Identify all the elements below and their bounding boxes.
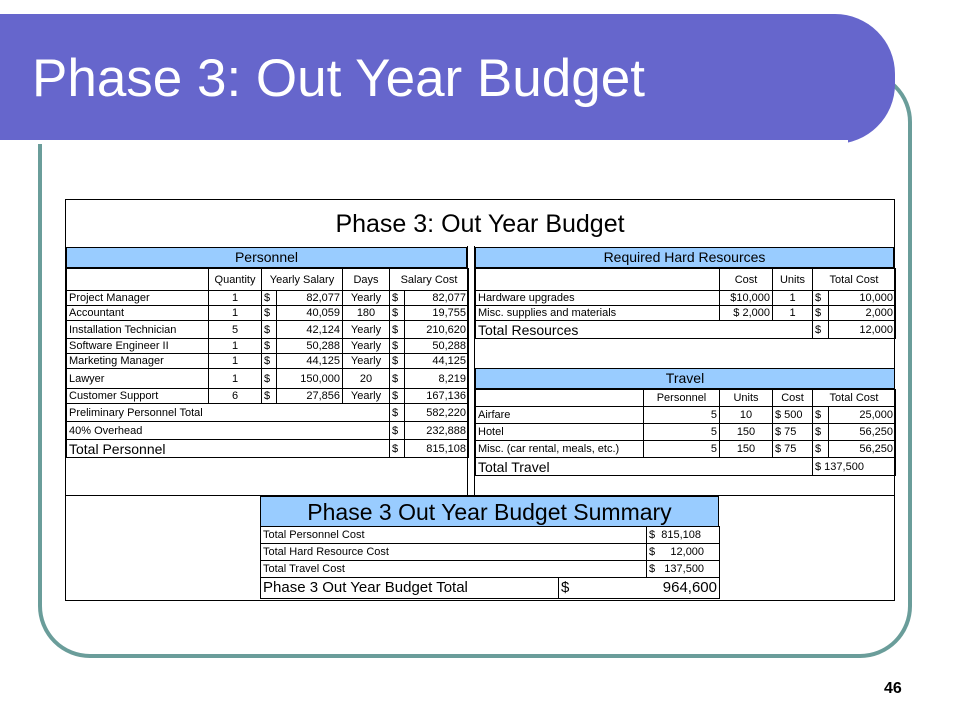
col-travel-cost: Cost: [773, 390, 813, 407]
travel-table: [475, 389, 896, 476]
table-row: [476, 291, 896, 306]
row-currency: $: [390, 339, 405, 354]
row-total: 25,000: [829, 407, 896, 424]
slide-title: Phase 3: Out Year Budget: [32, 49, 645, 108]
summary-row-label: Total Personnel Cost: [261, 527, 647, 544]
row-salary: 50,288: [277, 339, 343, 354]
table-row: [476, 306, 896, 321]
row-currency: $: [390, 369, 405, 389]
table-row: [67, 306, 469, 321]
row-qty: 1: [209, 354, 262, 369]
row-units: 1: [773, 306, 813, 321]
prelim-total-label: Preliminary Personnel Total: [67, 404, 390, 422]
summary-total-row: [261, 578, 720, 599]
row-name: Project Manager: [67, 291, 209, 306]
row-name: Accountant: [67, 306, 209, 321]
total-personnel-currency: $: [390, 440, 405, 458]
row-units: 1: [773, 291, 813, 306]
row-total: 10,000: [829, 291, 896, 306]
row-currency: $: [390, 306, 405, 321]
resources-col-blank: [476, 269, 720, 291]
budget-sheet: [65, 199, 895, 601]
overhead-currency: $: [390, 422, 405, 440]
row-cost: 167,136: [405, 389, 469, 404]
table-row: [476, 424, 896, 441]
row-currency: $: [262, 389, 277, 404]
total-travel-value: $ 137,500: [813, 458, 896, 476]
title-underline: [0, 140, 848, 144]
total-resources-value: 12,000: [829, 321, 896, 339]
row-days: Yearly: [343, 291, 390, 306]
row-currency: $: [262, 339, 277, 354]
travel-col-blank: [476, 390, 644, 407]
row-salary: 40,059: [277, 306, 343, 321]
row-currency: $: [813, 407, 829, 424]
col-days: Days: [343, 269, 390, 291]
row-salary: 42,124: [277, 321, 343, 339]
row-salary: 27,856: [277, 389, 343, 404]
summary-total-label: Phase 3 Out Year Budget Total: [261, 578, 559, 599]
row-days: 180: [343, 306, 390, 321]
personnel-col-blank: [67, 269, 209, 291]
row-currency: $: [262, 369, 277, 389]
summary-title: Phase 3 Out Year Budget Summary: [260, 496, 719, 526]
summary-row-value: $ 12,000: [647, 544, 720, 561]
row-qty: 5: [209, 321, 262, 339]
row-currency: $: [262, 291, 277, 306]
col-cost: Cost: [720, 269, 773, 291]
table-row: [67, 321, 469, 339]
col-travel-units: Units: [720, 390, 773, 407]
row-qty: 6: [209, 389, 262, 404]
row-currency: $: [262, 306, 277, 321]
prelim-total-value: 582,220: [405, 404, 469, 422]
row-total: 56,250: [829, 424, 896, 441]
total-travel-label: Total Travel: [476, 458, 813, 476]
row-units: 150: [720, 441, 773, 458]
row-name: Software Engineer II: [67, 339, 209, 354]
table-row: [67, 389, 469, 404]
total-personnel-value: 815,108: [405, 440, 469, 458]
row-currency: $: [262, 321, 277, 339]
row-days: Yearly: [343, 321, 390, 339]
row-total: 56,250: [829, 441, 896, 458]
title-bar: [0, 14, 895, 144]
row-days: 20: [343, 369, 390, 389]
row-cost: $ 75: [773, 441, 813, 458]
row-cost: 210,620: [405, 321, 469, 339]
row-cost: 19,755: [405, 306, 469, 321]
row-personnel: 5: [644, 424, 720, 441]
table-row: [67, 291, 469, 306]
row-qty: 1: [209, 369, 262, 389]
table-row: [67, 339, 469, 354]
row-qty: 1: [209, 339, 262, 354]
row-currency: $: [813, 441, 829, 458]
sheet-title: Phase 3: Out Year Budget: [335, 210, 625, 238]
col-yearly-salary: Yearly Salary: [262, 269, 343, 291]
row-qty: 1: [209, 291, 262, 306]
col-total-cost: Total Cost: [813, 269, 896, 291]
row-currency: $: [262, 354, 277, 369]
summary-total-table: [260, 578, 720, 599]
row-units: 150: [720, 424, 773, 441]
row-name: Lawyer: [67, 369, 209, 389]
row-personnel: 5: [644, 407, 720, 424]
row-cost: $ 2,000: [720, 306, 773, 321]
row-name: Misc. supplies and materials: [476, 306, 720, 321]
summary-row-label: Total Hard Resource Cost: [261, 544, 647, 561]
summary-row-value: $ 815,108: [647, 527, 720, 544]
summary-row-value: $ 137,500: [647, 561, 720, 578]
table-row: [67, 354, 469, 369]
row-salary: 150,000: [277, 369, 343, 389]
total-travel-row: [476, 458, 896, 476]
summary-total-value: 964,600: [662, 579, 717, 596]
col-salary-cost: Salary Cost: [390, 269, 469, 291]
travel-header: Travel: [475, 368, 895, 389]
total-resources-label: Total Resources: [476, 321, 813, 339]
row-total: 2,000: [829, 306, 896, 321]
col-quantity: Quantity: [209, 269, 262, 291]
col-personnel: Personnel: [644, 390, 720, 407]
hard-resources-header: Required Hard Resources: [475, 247, 894, 268]
row-cost: 44,125: [405, 354, 469, 369]
total-resources-currency: $: [813, 321, 829, 339]
hard-resources-table: [475, 268, 896, 339]
budget-summary: [260, 496, 719, 599]
row-cost: $ 500: [773, 407, 813, 424]
table-row: [476, 441, 896, 458]
row-days: Yearly: [343, 389, 390, 404]
personnel-header: Personnel: [66, 247, 467, 268]
col-units: Units: [773, 269, 813, 291]
summary-total-currency: $: [561, 579, 570, 596]
row-currency: $: [390, 354, 405, 369]
row-name: Installation Technician: [67, 321, 209, 339]
row-cost: 50,288: [405, 339, 469, 354]
row-name: Marketing Manager: [67, 354, 209, 369]
prelim-total-currency: $: [390, 404, 405, 422]
table-row: [476, 407, 896, 424]
row-cost: 82,077: [405, 291, 469, 306]
row-name: Airfare: [476, 407, 644, 424]
row-name: Customer Support: [67, 389, 209, 404]
row-days: Yearly: [343, 339, 390, 354]
row-personnel: 5: [644, 441, 720, 458]
overhead-row: [67, 422, 469, 440]
summary-total-cell: [559, 578, 720, 599]
row-currency: $: [390, 389, 405, 404]
table-row: [67, 369, 469, 389]
summary-row: [261, 561, 720, 578]
page-number: 46: [884, 680, 902, 697]
row-name: Misc. (car rental, meals, etc.): [476, 441, 644, 458]
personnel-table: [66, 268, 469, 458]
summary-row: [261, 544, 720, 561]
row-qty: 1: [209, 306, 262, 321]
total-resources-row: [476, 321, 896, 339]
total-personnel-row: [67, 440, 469, 458]
summary-row-label: Total Travel Cost: [261, 561, 647, 578]
row-name: Hardware upgrades: [476, 291, 720, 306]
row-currency: $: [390, 291, 405, 306]
row-name: Hotel: [476, 424, 644, 441]
row-salary: 44,125: [277, 354, 343, 369]
total-personnel-label: Total Personnel: [67, 440, 390, 458]
row-days: Yearly: [343, 354, 390, 369]
row-currency: $: [813, 306, 829, 321]
col-travel-total-cost: Total Cost: [813, 390, 896, 407]
row-cost: $ 75: [773, 424, 813, 441]
row-units: 10: [720, 407, 773, 424]
row-currency: $: [390, 321, 405, 339]
row-cost: $10,000: [720, 291, 773, 306]
overhead-label: 40% Overhead: [67, 422, 390, 440]
summary-table: [260, 526, 720, 578]
row-salary: 82,077: [277, 291, 343, 306]
row-cost: 8,219: [405, 369, 469, 389]
row-currency: $: [813, 424, 829, 441]
summary-row: [261, 527, 720, 544]
prelim-total-row: [67, 404, 469, 422]
row-currency: $: [813, 291, 829, 306]
overhead-value: 232,888: [405, 422, 469, 440]
